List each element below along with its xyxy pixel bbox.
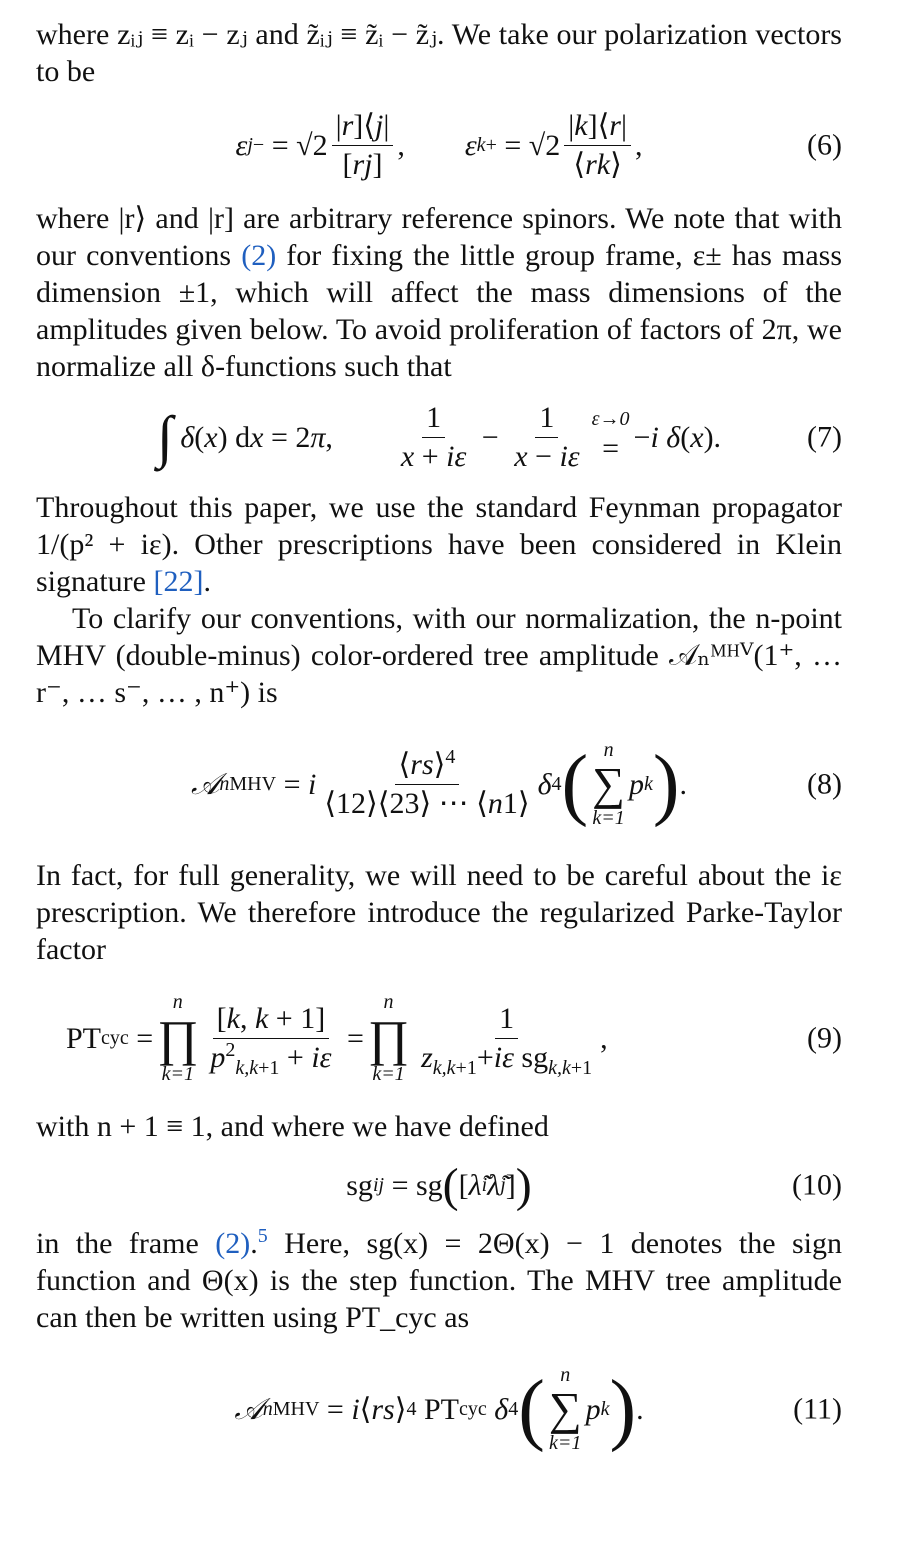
equation-6: ε j − = √2 $\frac{|r]⟨j|}{[rj]}$ , ε k + = √2 $\frac{|k]⟨r|}{⟨rk⟩}$ , (6): [235, 108, 842, 181]
equation-9: PT cyc = n ∏ k=1 $\frac{[k, k + 1]}{p^2_{k,k+1} + i\varepsilon}$ = n ∏ k=1 $\frac{1}{z_{k,k+1}+i\varepsilon sg_{k,k+1}}$ , (9): [66, 991, 842, 1085]
equation-number: (6): [807, 128, 842, 162]
paragraph-parke-taylor: In fact, for full generality, we will need to be careful about the iε prescription. We therefore introduce the regularized Parke-Taylor factor: [36, 859, 842, 966]
equation-10: sg ij = sg ( [ λ̃ i λ̃ j ] ) (10): [346, 1158, 842, 1212]
citation-link[interactable]: (2): [215, 1227, 251, 1260]
paragraph-reference-spinors: where |r⟩ and |r] are arbitrary reference spinors. We note that with our conventions (2) for fixing the little group frame, ε± has mass dimension ±1, which will affect the mass dimensions of the amplitudes given below. To avoid proliferation of factors of 2π, we normalize all δ-functions such that: [36, 202, 842, 383]
equation-8: 𝒜 n MHV = i $\frac{⟨rs⟩^4}{⟨12⟩⟨23⟩ \cdots ⟨n1⟩}$ δ 4 ( n ∑ k=1 p k ) . (8): [191, 739, 842, 829]
footnote-marker[interactable]: 5: [257, 1225, 268, 1247]
citation-link[interactable]: [22]: [153, 565, 204, 598]
paragraph-propagator: Throughout this paper, we use the standard Feynman propagator 1/(p² + iε). Other prescriptions have been considered in Klein signature [22].: [36, 491, 842, 598]
paragraph-mhv-intro: To clarify our conventions, with our normalization, the n-point MHV (double-minus) color-ordered tree amplitude 𝒜ₙᴹᴴⱽ(1⁺, … r⁻, … s⁻, … , n⁺) is: [36, 602, 842, 709]
equation-number: (11): [793, 1392, 842, 1426]
equation-7: ∫ δ ( x ) d x = 2 π , $\frac{1}{x + i\varepsilon}$ − $\frac{1}{x - i\varepsilon}$ ε→0 = − i δ ( x ). (7): [156, 400, 842, 473]
equation-number: (7): [807, 420, 842, 454]
equation-number: (9): [807, 1021, 842, 1055]
equation-11: 𝒜 n MHV = i ⟨ rs ⟩ 4 PT cyc δ 4 ( n ∑ k=1 p k ) . (11): [234, 1364, 842, 1454]
paragraph-definition: with n + 1 ≡ 1, and where we have defined: [36, 1110, 549, 1143]
paragraph-polarization: where zᵢⱼ ≡ zᵢ − zⱼ and z̃ᵢⱼ ≡ z̃ᵢ − z̃ⱼ. We take our polarization vectors to be: [36, 18, 842, 88]
paragraph-sign-function: in the frame (2).$^5$ Here, sg(x) = 2Θ(x) − 1 denotes the sign function and Θ(x) is the step function. The MHV tree amplitude can then be written using PT_cyc as: [36, 1225, 842, 1334]
equation-number: (8): [807, 767, 842, 801]
equation-number: (10): [792, 1168, 842, 1202]
citation-link[interactable]: (2): [241, 239, 277, 272]
paper-page: [36, 16, 842, 1482]
